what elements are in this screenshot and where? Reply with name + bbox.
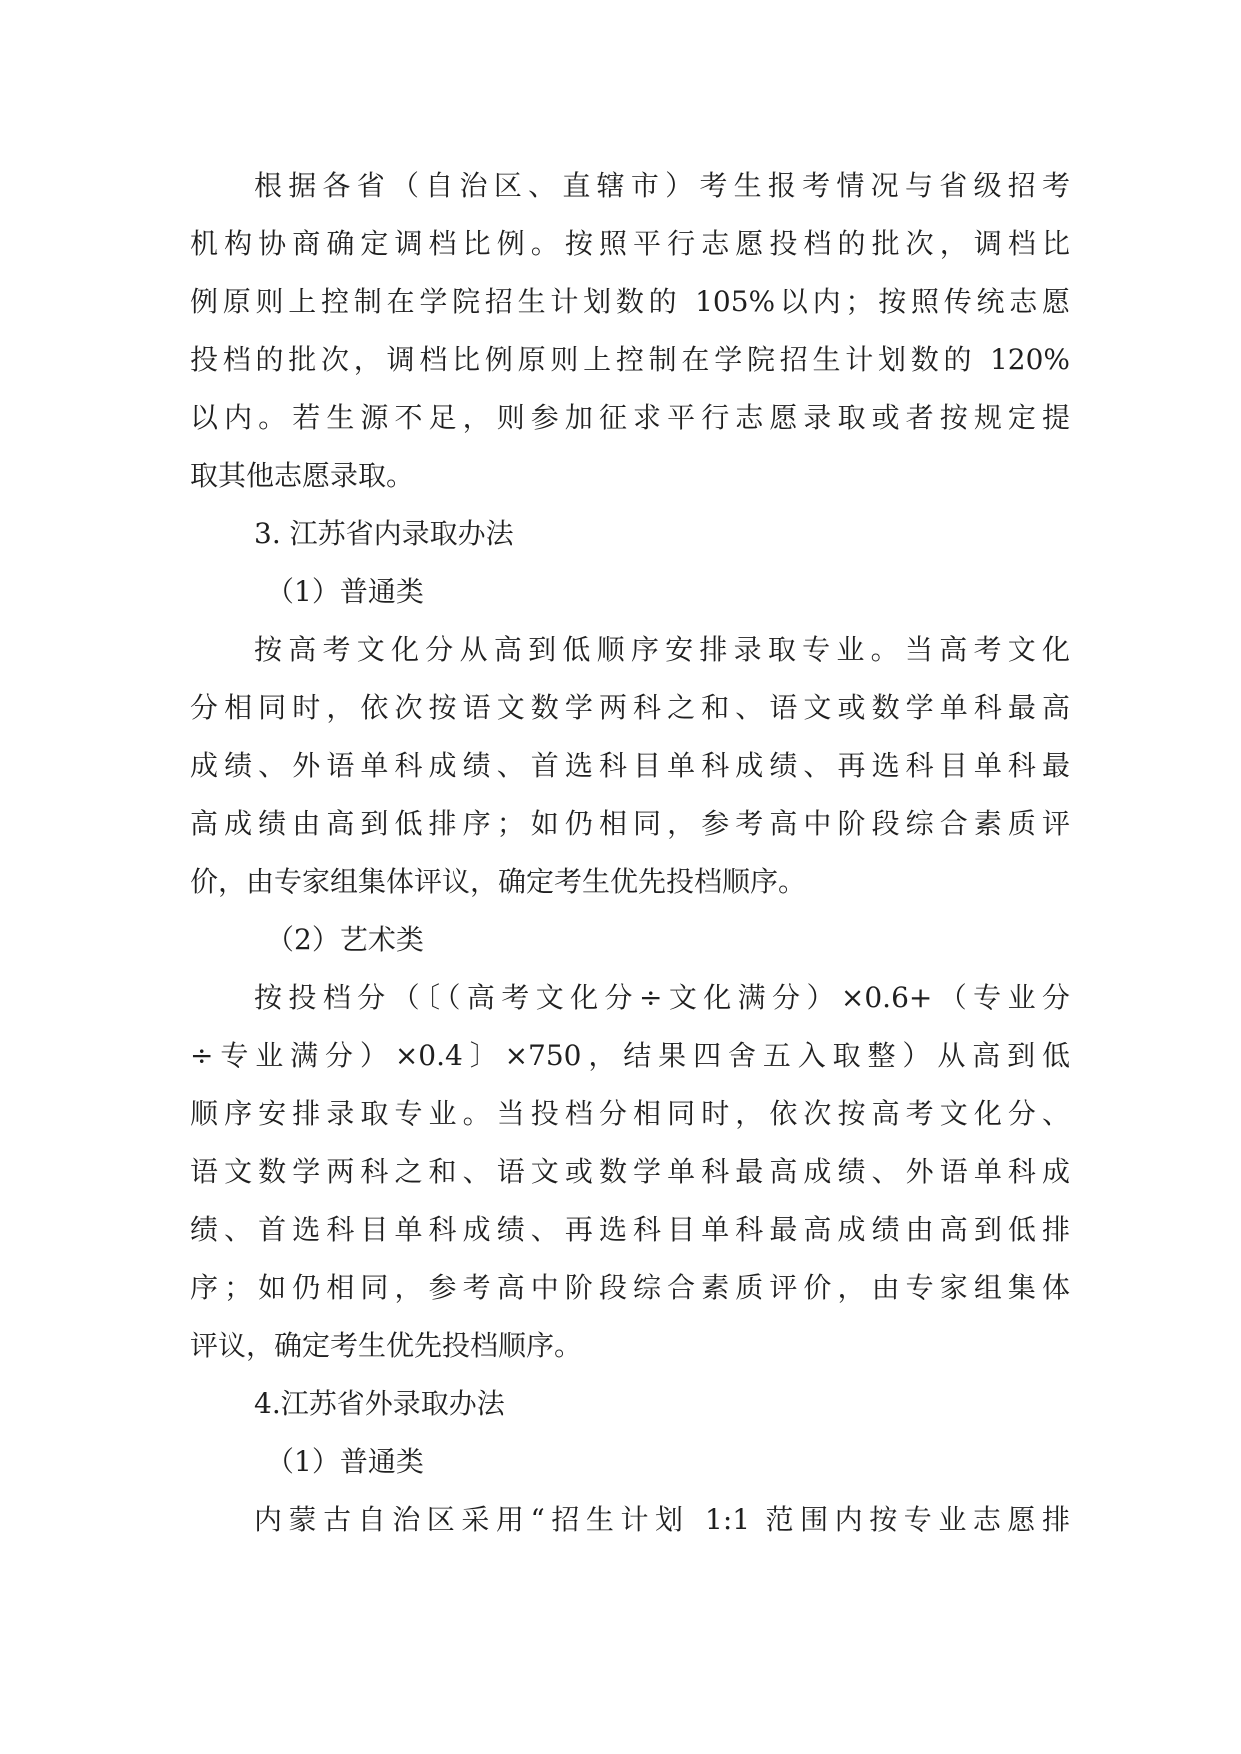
paragraph-line: ÷专业满分）×0.4〕×750，结果四舍五入取整）从高到低 — [190, 1039, 1070, 1072]
paragraph-line: 以内。若生源不足，则参加征求平行志愿录取或者按规定提 — [190, 401, 1070, 434]
paragraph-line: 成绩、外语单科成绩、首选科目单科成绩、再选科目单科最 — [190, 749, 1070, 782]
paragraph-line: 高成绩由高到低排序；如仍相同，参考高中阶段综合素质评 — [190, 807, 1070, 840]
paragraph-line: 内蒙古自治区采用“招生计划 1:1 范围内按专业志愿排 — [254, 1503, 1070, 1536]
subsection-heading: （1）普通类 — [266, 575, 424, 608]
section-heading: 3. 江苏省内录取办法 — [254, 517, 514, 550]
paragraph-line: 分相同时，依次按语文数学两科之和、语文或数学单科最高 — [190, 691, 1070, 724]
paragraph-line: 语文数学两科之和、语文或数学单科最高成绩、外语单科成 — [190, 1155, 1070, 1188]
paragraph-line: 投档的批次，调档比例原则上控制在学院招生计划数的 120% — [190, 343, 1070, 376]
paragraph-line: 评议，确定考生优先投档顺序。 — [190, 1329, 583, 1362]
subsection-heading: （1）普通类 — [266, 1445, 424, 1478]
paragraph-line: 机构协商确定调档比例。按照平行志愿投档的批次，调档比 — [190, 227, 1070, 260]
paragraph-line: 例原则上控制在学院招生计划数的 105%以内；按照传统志愿 — [190, 285, 1070, 318]
paragraph-line: 顺序安排录取专业。当投档分相同时，依次按高考文化分、 — [190, 1097, 1070, 1130]
paragraph-line: 序；如仍相同，参考高中阶段综合素质评价，由专家组集体 — [190, 1271, 1070, 1304]
subsection-heading: （2）艺术类 — [266, 923, 424, 956]
paragraph-line: 取其他志愿录取。 — [190, 459, 415, 492]
section-heading: 4.江苏省外录取办法 — [254, 1387, 505, 1420]
paragraph-line: 按投档分（〔（高考文化分÷文化满分）×0.6+（专业分 — [254, 981, 1070, 1014]
paragraph-line: 价，由专家组集体评议，确定考生优先投档顺序。 — [190, 865, 807, 898]
paragraph-line: 绩、首选科目单科成绩、再选科目单科最高成绩由高到低排 — [190, 1213, 1070, 1246]
paragraph-line: 按高考文化分从高到低顺序安排录取专业。当高考文化 — [254, 633, 1070, 666]
paragraph-line: 根据各省（自治区、直辖市）考生报考情况与省级招考 — [254, 169, 1070, 202]
